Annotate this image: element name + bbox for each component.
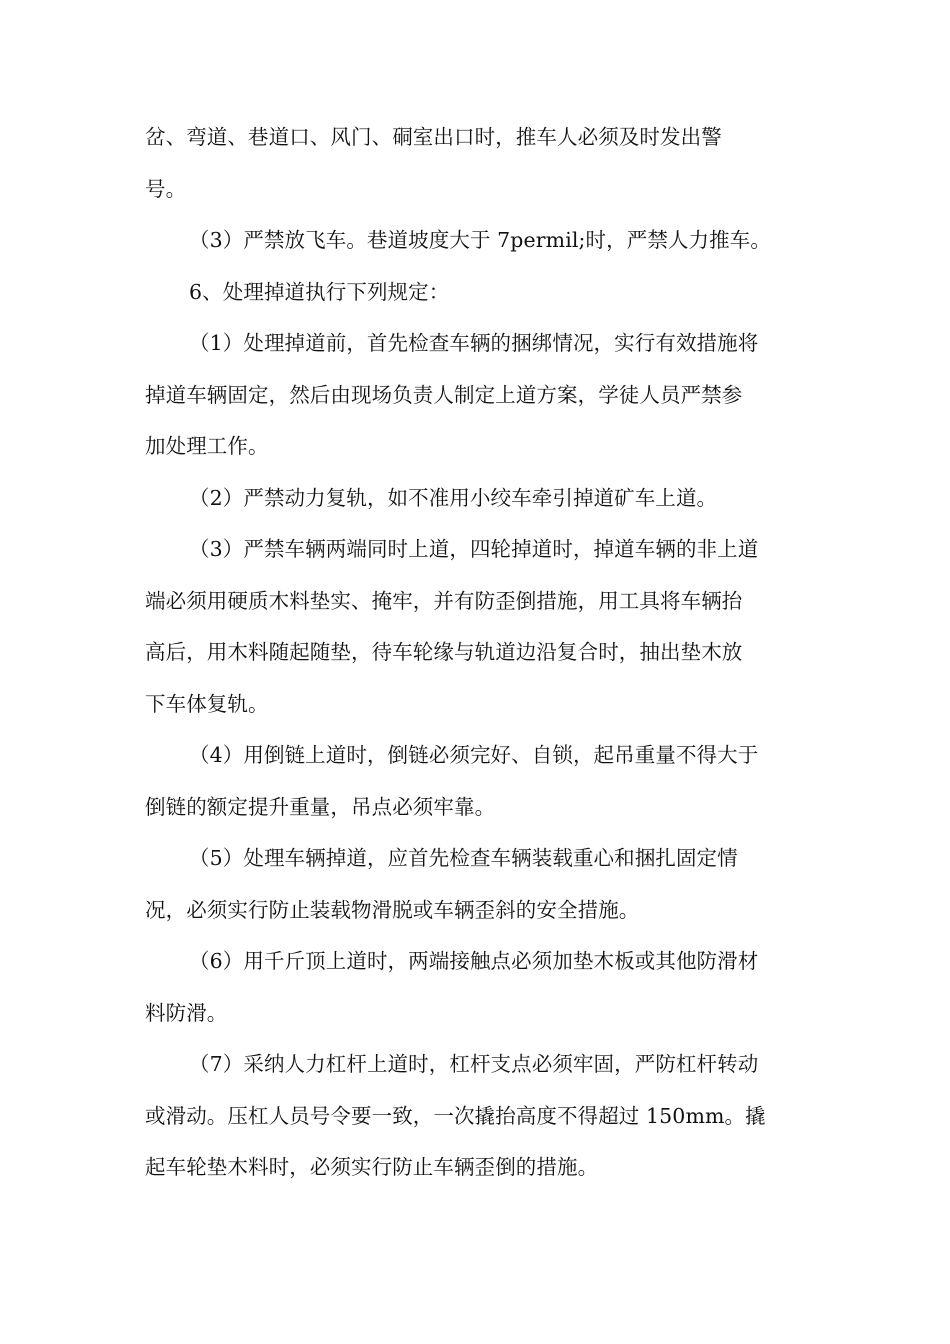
text-line: （1）处理掉道前，首先检查车辆的捆绑情况，实行有效措施将 xyxy=(189,331,759,355)
section-heading: 6、处理掉道执行下列规定： xyxy=(189,279,450,304)
body-text xyxy=(145,112,805,1194)
text-line: 倒链的额定提升重量，吊点必须牢靠。 xyxy=(145,794,496,819)
text-line: 料防滑。 xyxy=(145,1000,228,1025)
text-line: 高后，用木料随起随垫，待车轮缘与轨道边沿复合时，抽出垫木放 xyxy=(145,640,743,664)
text-line: 或滑动。压杠人员号令要一致，一次撬抬高度不得超过 150mm。撬 xyxy=(145,1103,766,1128)
text-line: （4）用倒链上道时，倒链必须完好、自锁，起吊重量不得大于 xyxy=(189,743,759,767)
text-line: 下车体复轨。 xyxy=(145,691,269,716)
text-line: 号。 xyxy=(145,176,187,201)
text-line: 起车轮垫木料时，必须实行防止车辆歪倒的措施。 xyxy=(145,1155,599,1179)
text-line: 岔、弯道、巷道口、风门、硐室出口时，推车人必须及时发出警 xyxy=(145,125,722,149)
text-line: 加处理工作。 xyxy=(145,434,269,458)
text-line: （3）严禁车辆两端同时上道，四轮掉道时，掉道车辆的非上道 xyxy=(189,537,759,561)
text-line: 掉道车辆固定，然后由现场负责人制定上道方案，学徒人员严禁参 xyxy=(145,382,743,407)
text-line: 端必须用硬质木料垫实、掩牢，并有防歪倒措施，用工具将车辆抬 xyxy=(145,588,743,613)
text-line: （7）采纳人力杠杆上道时，杠杆支点必须牢固，严防杠杆转动 xyxy=(189,1052,759,1076)
text-line: （2）严禁动力复轨，如不准用小绞车牵引掉道矿车上道。 xyxy=(189,485,718,510)
text-line: 况，必须实行防止装载物滑脱或车辆歪斜的安全措施。 xyxy=(145,897,640,922)
text-line: （5）处理车辆掉道，应首先检查车辆装载重心和捆扎固定情 xyxy=(189,846,738,870)
text-line: （6）用千斤顶上道时，两端接触点必须加垫木板或其他防滑材 xyxy=(189,949,759,973)
text-line: （3）严禁放飞车。巷道坡度大于 7permil;时，严禁人力推车。 xyxy=(189,228,771,252)
